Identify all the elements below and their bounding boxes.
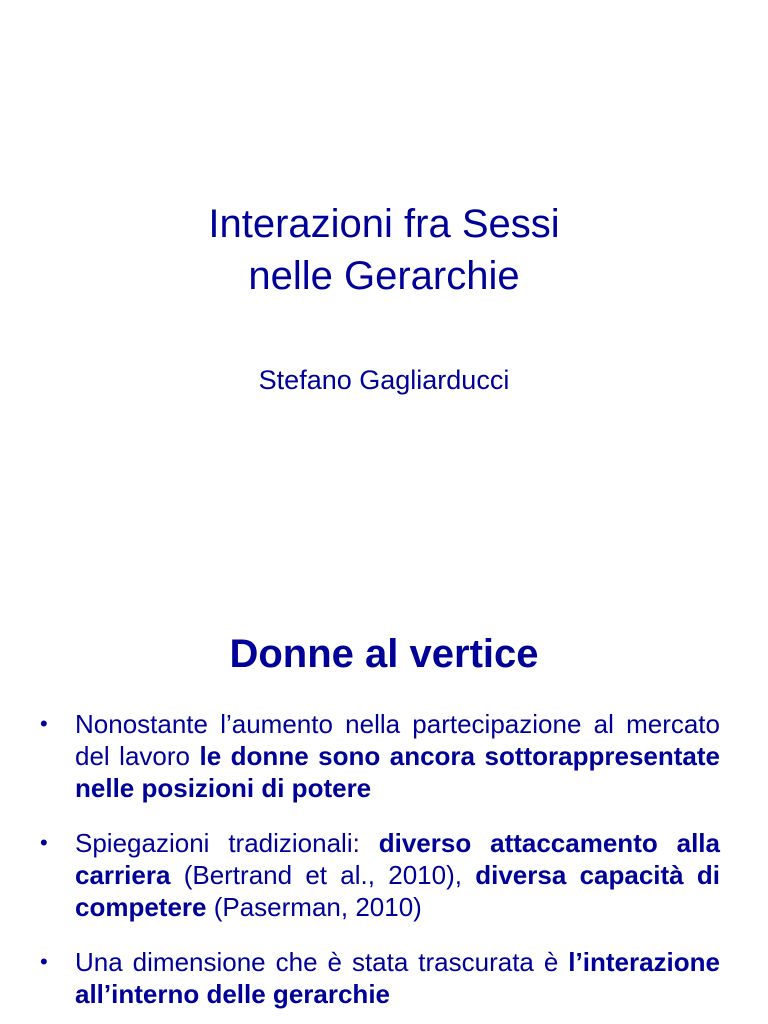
bullet-icon: • <box>40 711 48 736</box>
bullet-item <box>40 827 720 923</box>
bullet-emphasis: l’interazione all’interno delle gerarchie <box>75 947 720 1009</box>
bullet-emphasis: diversa capacità di competere <box>75 860 720 922</box>
title-line-2: nelle Gerarchie <box>248 254 520 298</box>
presentation-title <box>0 198 768 302</box>
bullet-text: Nonostante l’aumento nella partecipazione al mercato del lavoro <box>75 709 720 771</box>
author-name: Stefano Gagliarducci <box>258 365 510 395</box>
title-line-1: Interazioni fra Sessi <box>208 202 560 246</box>
bullet-emphasis: le donne sono ancora sottorappresentate nelle posizioni di potere <box>75 741 720 803</box>
bullet-icon: • <box>40 949 48 974</box>
bullet-icon: • <box>40 830 48 855</box>
content-slide <box>0 512 768 1024</box>
bullet-text: (Paserman, 2010) <box>206 892 422 922</box>
bullet-emphasis: diverso attaccamento alla carriera <box>75 828 720 890</box>
bullet-item <box>40 946 720 1010</box>
slide-title: Donne al vertice <box>229 632 539 676</box>
bullet-text: Spiegazioni tradizionali: <box>75 828 379 858</box>
bullet-item <box>40 708 720 804</box>
bullet-text: Una dimensione che è stata trascurata è <box>75 947 569 977</box>
bullet-list <box>40 708 720 1024</box>
bullet-text: (Bertrand et al., 2010), <box>170 860 476 890</box>
